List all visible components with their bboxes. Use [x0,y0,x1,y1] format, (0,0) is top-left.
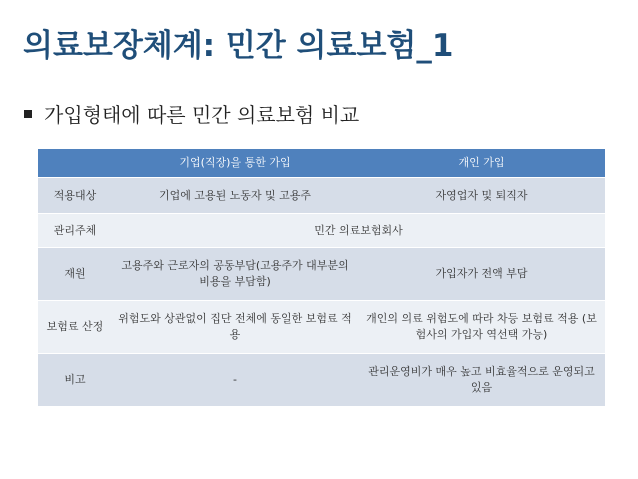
row-label: 보험료 산정 [38,301,112,354]
cell-individual: 개인의 의료 위험도에 따라 차등 보험료 적용 (보험사의 가입자 역선택 가능) [358,301,605,354]
cell-individual: 자영업자 및 퇴직자 [358,178,605,214]
cell-corporate: 기업에 고용된 노동자 및 고용주 [112,178,358,214]
table-row [38,214,605,248]
header-corporate: 기업(직장)을 통한 가입 [112,149,358,178]
header-empty [38,149,112,178]
header-individual: 개인 가입 [358,149,605,178]
comparison-table [38,148,605,406]
bullet-text: 가입형태에 따른 민간 의료보험 비교 [44,103,360,127]
cell-corporate: - [112,354,358,407]
square-bullet-icon [24,110,32,118]
table-row [38,248,605,301]
cell-merged: 민간 의료보험회사 [112,214,605,248]
cell-individual: 관리운영비가 매우 높고 비효율적으로 운영되고 있음 [358,354,605,407]
cell-corporate: 고용주와 근로자의 공동부담(고용주가 대부분의 비용을 부담함) [112,248,358,301]
table-header-row [38,149,605,178]
cell-individual: 가입자가 전액 부담 [358,248,605,301]
table-row [38,354,605,407]
row-label: 관리주체 [38,214,112,248]
bullet-item [24,99,359,128]
row-label: 비고 [38,354,112,407]
slide-title: 의료보장체계: 민간 의료보험_1 [23,28,454,64]
table-row [38,178,605,214]
row-label: 적용대상 [38,178,112,214]
table-row [38,301,605,354]
row-label: 재원 [38,248,112,301]
cell-corporate: 위험도와 상관없이 집단 전체에 동일한 보험료 적용 [112,301,358,354]
